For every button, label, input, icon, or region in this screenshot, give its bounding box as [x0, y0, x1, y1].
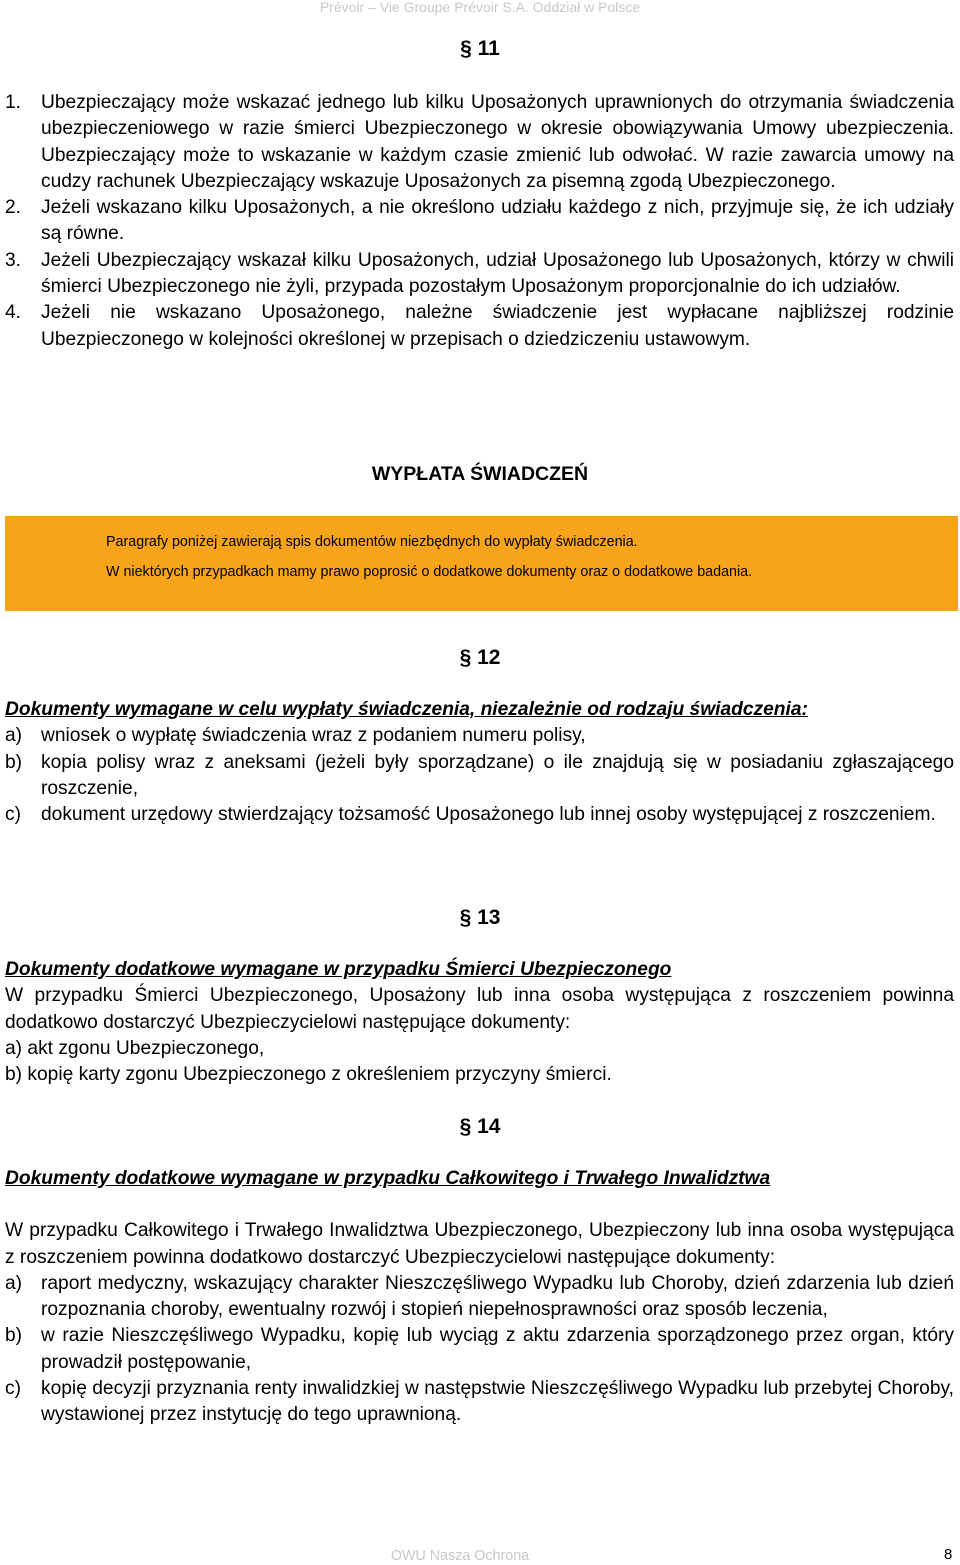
- list-item: [5, 300, 954, 353]
- item-mark: 4.: [5, 302, 22, 324]
- item-mark: b): [5, 1325, 23, 1347]
- paragraph-14-body: [5, 1166, 954, 1429]
- paragraph-14-number: § 14: [459, 1115, 501, 1138]
- list-item: [5, 195, 954, 248]
- list-item: [5, 1376, 954, 1429]
- notice-box: [5, 516, 958, 611]
- paragraph-12-heading: Dokumenty wymagane w celu wypłaty świadczenia, niezależnie od rodzaju świadczenia:: [5, 699, 808, 720]
- paragraph-11-number: § 11: [460, 37, 500, 60]
- paragraph-13-line-a: a) akt zgonu Ubezpieczonego,: [5, 1037, 265, 1059]
- paragraph-14-intro: W przypadku Całkowitego i Trwałego Inwalidztwa Ubezpieczonego, Ubezpieczony lub inna osoba występująca z roszczeniem powinna dodatkowo dostarczyć Ubezpieczycielowi następujące dokumenty:: [5, 1220, 954, 1268]
- item-mark: c): [5, 804, 21, 826]
- paragraph-14-heading: Dokumenty dodatkowe wymagane w przypadku Całkowitego i Trwałego Inwalidztwa: [5, 1168, 771, 1189]
- list-item: [5, 248, 954, 301]
- list-item: [5, 802, 954, 828]
- item-text: dokument urzędowy stwierdzający tożsamość Uposażonego lub innej osoby występującej z roszczeniem.: [41, 804, 936, 826]
- item-text: kopię decyzji przyznania renty inwalidzkiej w następstwie Nieszczęśliwego Wypadku lub przebytej Choroby, wystawionej przez instytucję do tego uprawnioną.: [41, 1378, 954, 1426]
- item-mark: 2.: [5, 197, 22, 219]
- list-item: [5, 1271, 954, 1324]
- item-mark: b): [5, 751, 23, 773]
- item-text: w razie Nieszczęśliwego Wypadku, kopię lub wyciąg z aktu zdarzenia sporządzonego przez organ, który prowadził postępowanie,: [41, 1325, 954, 1373]
- paragraph-13-heading: Dokumenty dodatkowe wymagane w przypadku Śmierci Ubezpieczonego: [5, 959, 672, 980]
- item-text: wniosek o wypłatę świadczenia wraz z podaniem numeru polisy,: [41, 725, 586, 747]
- list-item: [5, 1323, 954, 1376]
- list-item: [5, 90, 954, 195]
- list-item: [5, 750, 954, 803]
- list-item: [5, 723, 954, 749]
- paragraph-12-number: § 12: [459, 646, 501, 669]
- paragraph-11-body: [5, 90, 954, 353]
- running-header: Prévoir – Vie Groupe Prévoir S.A. Oddział w Polsce: [319, 0, 641, 15]
- notice-line-2: W niektórych przypadkach mamy prawo poprosić o dodatkowe dokumenty oraz o dodatkowe badania.: [106, 564, 753, 580]
- page-number: 8: [944, 1546, 953, 1563]
- paragraph-13-number: § 13: [459, 906, 501, 929]
- item-mark: a): [5, 1272, 23, 1294]
- item-text: raport medyczny, wskazujący charakter Nieszczęśliwego Wypadku lub Choroby, dzień zdarzenia lub dzień rozpoznania choroby, ewentualny rozwój i stopień niepełnosprawności oraz sposób leczenia,: [41, 1272, 954, 1321]
- section-title: WYPŁATA ŚWIADCZEŃ: [371, 463, 589, 485]
- notice-line-1: Paragrafy poniżej zawierają spis dokumentów niezbędnych do wypłaty świadczenia.: [106, 534, 638, 550]
- item-mark: c): [5, 1378, 21, 1400]
- paragraph-13-body: [5, 957, 954, 1088]
- paragraph-13-line-b: b) kopię karty zgonu Ubezpieczonego z określeniem przyczyny śmierci.: [5, 1064, 612, 1086]
- item-mark: 1.: [5, 92, 22, 113]
- item-mark: a): [5, 725, 23, 747]
- item-mark: 3.: [5, 249, 22, 271]
- item-text: kopia polisy wraz z aneksami (jeżeli były sporządzane) o ile znajdują się w posiadaniu zgłaszającego roszczenie,: [41, 751, 954, 799]
- item-text: Jeżeli Ubezpieczający wskazał kilku Uposażonych, udział Uposażonego lub Uposażonych, którzy w chwili śmierci Ubezpieczonego nie żyli, przypada pozostałym Uposażonym proporcjonalnie do ich udziałów.: [41, 249, 954, 298]
- item-text: Ubezpieczający może wskazać jednego lub kilku Uposażonych uprawnionych do otrzymania świadczenia ubezpieczeniowego w razie śmierci Ubezpieczonego w okresie obowiązywania Umowy ubezpieczenia. Ubezpieczający może to wskazanie w każdym czasie zmienić lub odwołać. W razie zawarcia umowy na cudzy rachunek Ubezpieczający wskazuje Uposażonych za pisemną zgodą Ubezpieczonego.: [41, 92, 954, 192]
- paragraph-12-body: [5, 697, 954, 828]
- item-text: Jeżeli nie wskazano Uposażonego, należne świadczenie jest wypłacane najbliższej rodzinie Ubezpieczonego w kolejności określonej w przepisach o dziedziczeniu ustawowym.: [41, 302, 954, 350]
- footer-title: OWU Nasza Ochrona: [390, 1548, 530, 1564]
- item-text: Jeżeli wskazano kilku Uposażonych, a nie określono udziału każdego z nich, przyjmuje się, że ich udziały są równe.: [41, 197, 954, 245]
- paragraph-13-intro: W przypadku Śmierci Ubezpieczonego, Uposażony lub inna osoba występująca z roszczeniem powinna dodatkowo dostarczyć Ubezpieczycielowi następujące dokumenty:: [5, 985, 954, 1033]
